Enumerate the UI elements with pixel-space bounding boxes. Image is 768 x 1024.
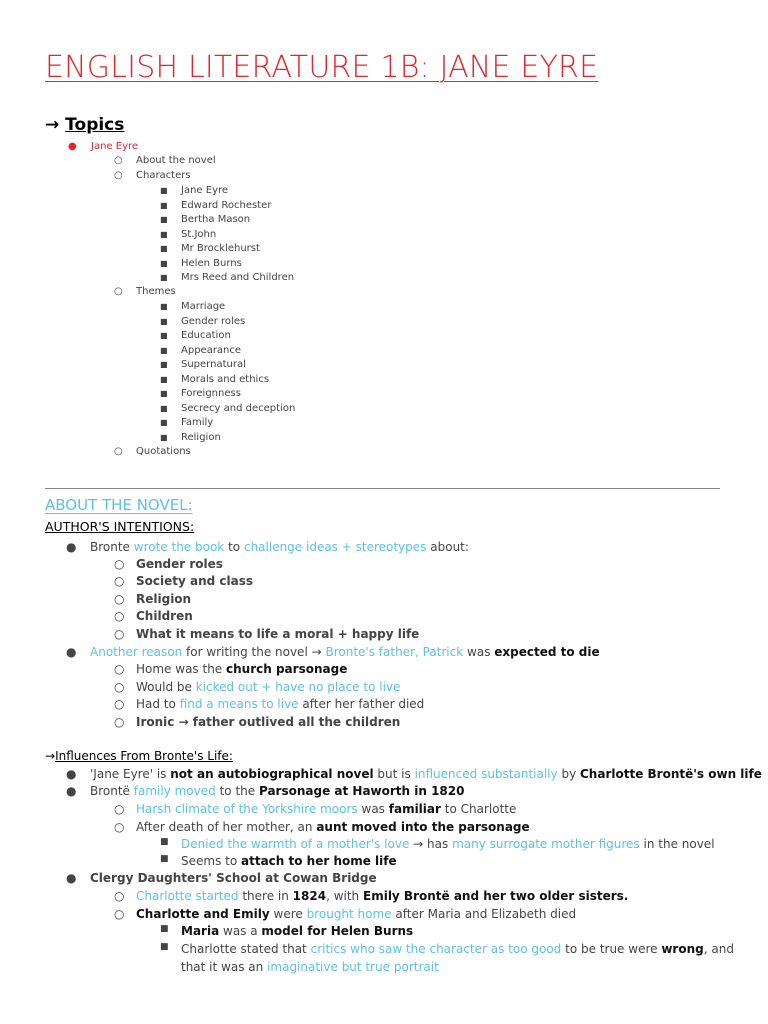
list-item: Harsh climate of the Yorkshire moors was familiar to Charlotte — [136, 802, 517, 816]
square-bullet-icon: ■ — [160, 302, 168, 311]
square-bullet-icon: ■ — [160, 229, 168, 239]
square-bullet-icon: ■ — [160, 403, 168, 413]
list-item: Ironic → father outlived all the children — [136, 715, 401, 729]
list-item: Morals and ethics — [181, 373, 270, 385]
list-item: Education — [181, 330, 231, 341]
bullet-icon: ● — [66, 871, 77, 885]
list-item: Another reason for writing the novel → Bronte's father, Patrick was expected to die — [90, 645, 600, 659]
circle-bullet-icon: ○ — [114, 697, 125, 711]
list-item: Edward Rochester — [181, 199, 272, 211]
topics-label: Topics — [65, 115, 125, 135]
circle-bullet-icon: ○ — [114, 155, 123, 166]
list-item: Seems to attach to her home life — [181, 854, 397, 868]
list-item: Home was the church parsonage — [136, 662, 348, 676]
list-item: Mr Brocklehurst — [181, 243, 260, 254]
circle-bullet-icon: ○ — [114, 820, 125, 834]
circle-bullet-icon: ○ — [114, 662, 125, 676]
circle-bullet-icon: ○ — [114, 626, 125, 641]
square-bullet-icon: ■ — [160, 854, 169, 864]
bullet-icon: ● — [68, 141, 77, 152]
list-item: Charlotte and Emily were brought home after Maria and Elizabeth died — [136, 907, 577, 921]
square-bullet-icon: ■ — [160, 345, 168, 355]
circle-bullet-icon: ○ — [114, 802, 125, 816]
square-bullet-icon: ■ — [160, 924, 169, 934]
square-bullet-icon: ■ — [160, 215, 168, 224]
list-item: Maria was a model for Helen Burns — [181, 924, 414, 938]
circle-bullet-icon: ○ — [114, 170, 123, 181]
square-bullet-icon: ■ — [160, 258, 168, 268]
square-bullet-icon: ■ — [160, 418, 168, 427]
list-item: Jane Eyre — [181, 185, 229, 196]
square-bullet-icon: ■ — [160, 273, 168, 282]
list-item: Supernatural — [181, 359, 246, 370]
square-bullet-icon: ■ — [160, 200, 168, 210]
circle-bullet-icon: ○ — [114, 574, 125, 589]
list-item: Secrecy and deception — [181, 402, 296, 414]
circle-bullet-icon: ○ — [114, 680, 125, 694]
list-item: Charlotte stated that critics who saw the character as too good to be true were wrong, and — [181, 942, 734, 956]
bullet-icon: ● — [66, 767, 77, 781]
circle-bullet-icon: ○ — [114, 286, 123, 297]
topic-quotations: Quotations — [136, 446, 191, 457]
square-bullet-icon: ■ — [160, 432, 168, 442]
list-item: Gender roles — [136, 557, 223, 571]
list-item: 'Jane Eyre' is not an autobiographical novel but is influenced substantially by Charlotte Brontë's own life — [90, 767, 762, 781]
list-item: Society and class — [136, 574, 254, 589]
topic-themes: Themes — [136, 286, 176, 297]
list-item: Foreignness — [181, 388, 241, 399]
list-item: St.John — [181, 228, 217, 240]
bullet-icon: ● — [66, 540, 77, 554]
list-item: Mrs Reed and Children — [181, 272, 295, 283]
list-item: After death of her mother, an aunt moved into the parsonage — [136, 820, 530, 834]
square-bullet-icon: ■ — [160, 331, 168, 340]
list-item: Helen Burns — [181, 257, 242, 269]
circle-bullet-icon: ○ — [114, 889, 125, 903]
list-item: Marriage — [181, 301, 226, 312]
list-item: Gender roles — [181, 315, 246, 327]
list-item: Brontë family moved to the Parsonage at Haworth in 1820 — [90, 784, 465, 798]
list-item: Bertha Mason — [181, 214, 251, 225]
list-item: Bronte wrote the book to challenge ideas + stereotypes about: — [90, 540, 469, 554]
document-title: ENGLISH LITERATURE 1B: JANE EYRE — [45, 50, 599, 85]
list-item: Denied the warmth of a mother's love → has many surrogate mother figures in the novel — [181, 837, 715, 851]
bullet-icon: ● — [66, 784, 77, 798]
square-bullet-icon: ■ — [160, 389, 168, 398]
circle-bullet-icon: ○ — [114, 609, 125, 624]
list-item-continuation: that it was an imaginative but true portrait — [181, 960, 439, 974]
square-bullet-icon: ■ — [160, 186, 168, 195]
section-heading-about: ABOUT THE NOVEL: — [45, 496, 193, 514]
list-item: Religion — [136, 591, 192, 606]
square-bullet-icon: ■ — [160, 837, 169, 847]
topics-heading — [45, 115, 124, 135]
topic-characters: Characters — [136, 170, 191, 181]
list-item: Charlotte started there in 1824, with Emily Brontë and her two older sisters. — [136, 889, 629, 903]
list-item: Clergy Daughters' School at Cowan Bridge — [90, 871, 377, 885]
list-item: Children — [136, 609, 193, 624]
topic-root: Jane Eyre — [91, 141, 139, 152]
arrow-icon: → — [45, 749, 56, 763]
circle-bullet-icon: ○ — [114, 557, 125, 571]
list-item: Appearance — [181, 344, 242, 356]
list-item: Would be kicked out + have no place to live — [136, 680, 401, 694]
list-item: Had to find a means to live after her father died — [136, 697, 425, 711]
list-item: What it means to life a moral + happy life — [136, 626, 420, 641]
section-divider — [45, 488, 720, 489]
subheading-intentions: AUTHOR'S INTENTIONS: — [45, 519, 195, 534]
square-bullet-icon: ■ — [160, 374, 168, 384]
topic-about: About the novel — [136, 155, 216, 166]
subheading-influences: →Influences From Bronte's Life: — [45, 749, 233, 763]
list-item: Family — [181, 417, 214, 428]
circle-bullet-icon: ○ — [114, 907, 125, 921]
square-bullet-icon: ■ — [160, 244, 168, 253]
square-bullet-icon: ■ — [160, 316, 168, 326]
arrow-icon: → — [45, 115, 60, 135]
bullet-icon: ● — [66, 645, 77, 659]
circle-bullet-icon: ○ — [114, 715, 125, 729]
circle-bullet-icon: ○ — [114, 446, 123, 457]
square-bullet-icon: ■ — [160, 360, 168, 369]
square-bullet-icon: ■ — [160, 942, 169, 952]
list-item: Religion — [181, 431, 221, 443]
circle-bullet-icon: ○ — [114, 591, 125, 606]
